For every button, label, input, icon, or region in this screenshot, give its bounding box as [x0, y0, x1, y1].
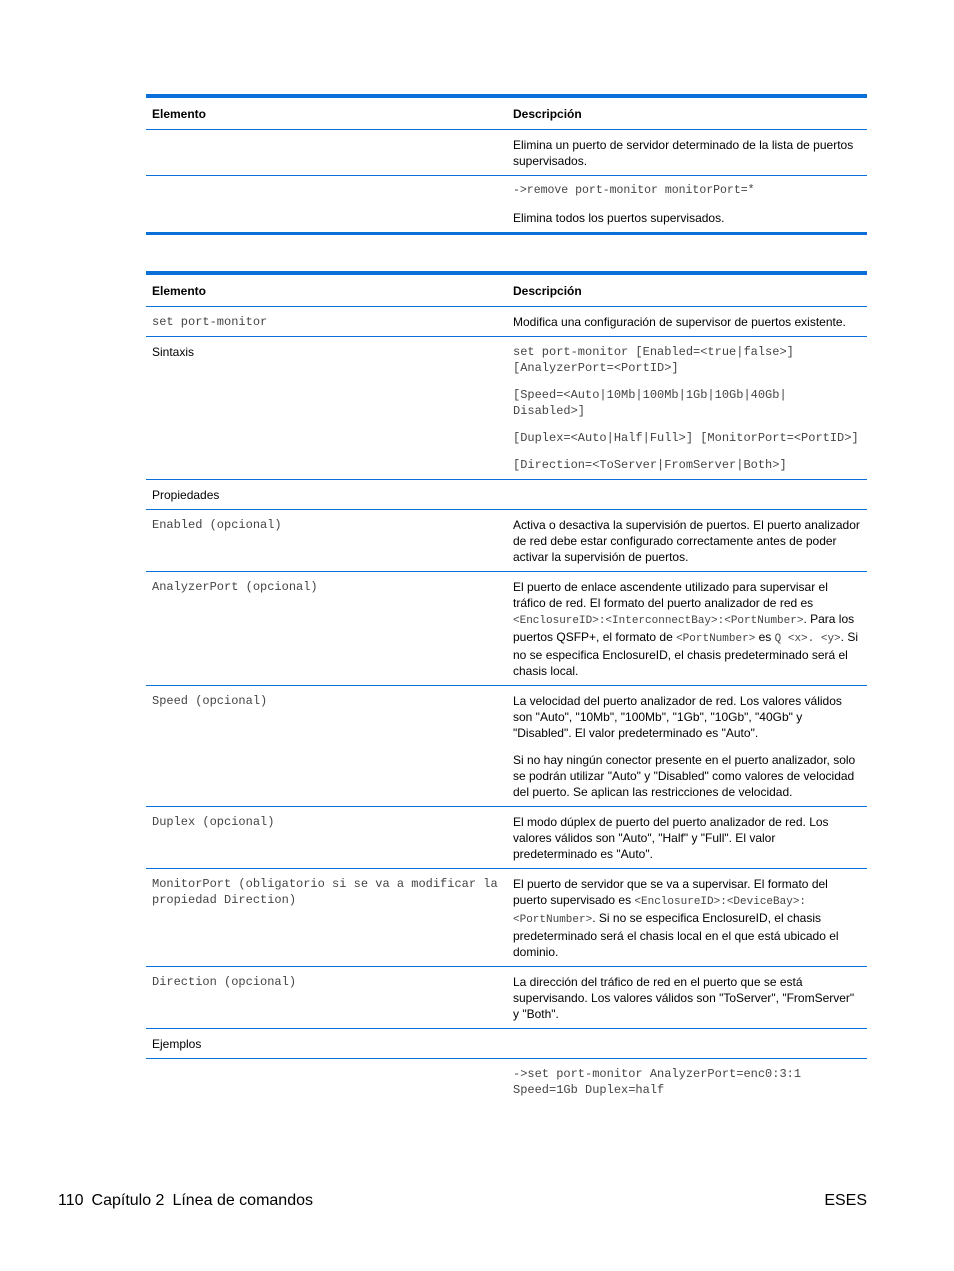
header-elemento: Elemento [146, 96, 507, 130]
property-description [507, 869, 867, 967]
desc-paragraph: Si no hay ningún conector presente en el puerto analizador, solo se podrán utilizar "Auto" y "Disabled" como valores de velocidad del puerto. Se aplican las restricciones de velocidad. [513, 753, 856, 799]
syntax-line: set port-monitor [Enabled=<true|false>] [AnalyzerPort=<PortID>] [513, 345, 794, 375]
desc-text: . Si no se especifica EnclosureID, el chasis predeterminado será el chasis local. [513, 630, 858, 678]
property-name: MonitorPort (obligatorio si se va a modificar la propiedad Direction) [146, 869, 507, 967]
row-description: Elimina un puerto de servidor determinado de la lista de puertos supervisados. [507, 130, 867, 176]
locale-code: ESES [824, 1192, 867, 1209]
table-row [146, 510, 867, 572]
header-elemento: Elemento [146, 273, 507, 307]
desc-paragraph: La velocidad del puerto analizador de red. Los valores válidos son "Auto", "10Mb", "100Mb", "1Gb", "10Gb", "40Gb" y "Disabled". El valor predeterminado es "Auto". [513, 694, 842, 740]
table-row [146, 176, 867, 234]
command-name: set port-monitor [146, 307, 507, 337]
table-row [146, 307, 867, 337]
syntax-cell [507, 337, 867, 480]
header-descripcion: Descripción [507, 96, 867, 130]
desc-text: es [755, 630, 775, 644]
chapter-label: Capítulo 2 [91, 1192, 165, 1209]
example-cell [507, 176, 867, 234]
cell-empty [146, 1059, 507, 1105]
cell-empty [507, 480, 867, 510]
desc-code: Q <x>. <y> [774, 633, 841, 645]
desc-code: <EnclosureID>:<DeviceBay>:<PortNumber> [513, 896, 807, 926]
cell-empty [146, 130, 507, 176]
table-row [146, 686, 867, 807]
command-description: Modifica una configuración de supervisor de puertos existente. [507, 307, 867, 337]
property-name: Speed (opcional) [146, 686, 507, 807]
remove-port-monitor-table [146, 94, 867, 235]
examples-label: Ejemplos [146, 1029, 507, 1059]
example-code: ->set port-monitor AnalyzerPort=enc0:3:1 Speed=1Gb Duplex=half [513, 1067, 802, 1097]
desc-code: <PortNumber> [676, 633, 756, 645]
property-description [507, 572, 867, 686]
table-row [146, 869, 867, 967]
syntax-line: [Direction=<ToServer|FromServer|Both>] [513, 458, 787, 472]
table-row [146, 480, 867, 510]
header-descripcion: Descripción [507, 273, 867, 307]
property-description: El modo dúplex de puerto del puerto analizador de red. Los valores válidos son "Auto", "Half" y "Full". El valor predeterminado es "Auto". [507, 807, 867, 869]
table-row [146, 130, 867, 176]
table-header-row [146, 96, 867, 130]
desc-text: El puerto de enlace ascendente utilizado para supervisar el tráfico de red. El formato del puerto analizador de red es [513, 580, 828, 610]
property-description: Activa o desactiva la supervisión de puertos. El puerto analizador de red debe estar configurado correctamente antes de poder activar la supervisión de puertos. [507, 510, 867, 572]
properties-label: Propiedades [146, 480, 507, 510]
table-row [146, 337, 867, 480]
property-name: Enabled (opcional) [146, 510, 507, 572]
footer-left [58, 1192, 313, 1210]
property-name: AnalyzerPort (opcional) [146, 572, 507, 686]
set-port-monitor-table [146, 271, 867, 1104]
desc-text: . Para los puertos QSFP+, el formato de [513, 612, 855, 644]
cell-empty [146, 176, 507, 234]
desc-text: . Si no se especifica EnclosureID, el chasis predeterminado será el chasis local en el que está ubicado el dominio. [513, 911, 839, 959]
cell-empty [507, 1029, 867, 1059]
desc-code: <EnclosureID>:<InterconnectBay>:<PortNumber> [513, 615, 804, 627]
syntax-label: Sintaxis [146, 337, 507, 480]
desc-text: El puerto de servidor que se va a supervisar. El formato del puerto supervisado es [513, 877, 828, 907]
table-row [146, 967, 867, 1029]
table-row [146, 1029, 867, 1059]
syntax-line: [Duplex=<Auto|Half|Full>] [MonitorPort=<PortID>] [513, 431, 859, 445]
table-header-row [146, 273, 867, 307]
example-description: Elimina todos los puertos supervisados. [513, 211, 725, 225]
syntax-line: [Speed=<Auto|10Mb|100Mb|1Gb|10Gb|40Gb| Disabled>] [513, 388, 787, 418]
property-description: La dirección del tráfico de red en el puerto que se está supervisando. Los valores válidos son "ToServer", "FromServer" y "Both". [507, 967, 867, 1029]
table-row [146, 807, 867, 869]
property-description [507, 686, 867, 807]
property-name: Duplex (opcional) [146, 807, 507, 869]
table-row [146, 1059, 867, 1105]
page-number: 110 [58, 1192, 84, 1209]
example-code: ->remove port-monitor monitorPort=* [513, 184, 755, 197]
table-row [146, 572, 867, 686]
chapter-title: Línea de comandos [172, 1192, 313, 1209]
property-name: Direction (opcional) [146, 967, 507, 1029]
